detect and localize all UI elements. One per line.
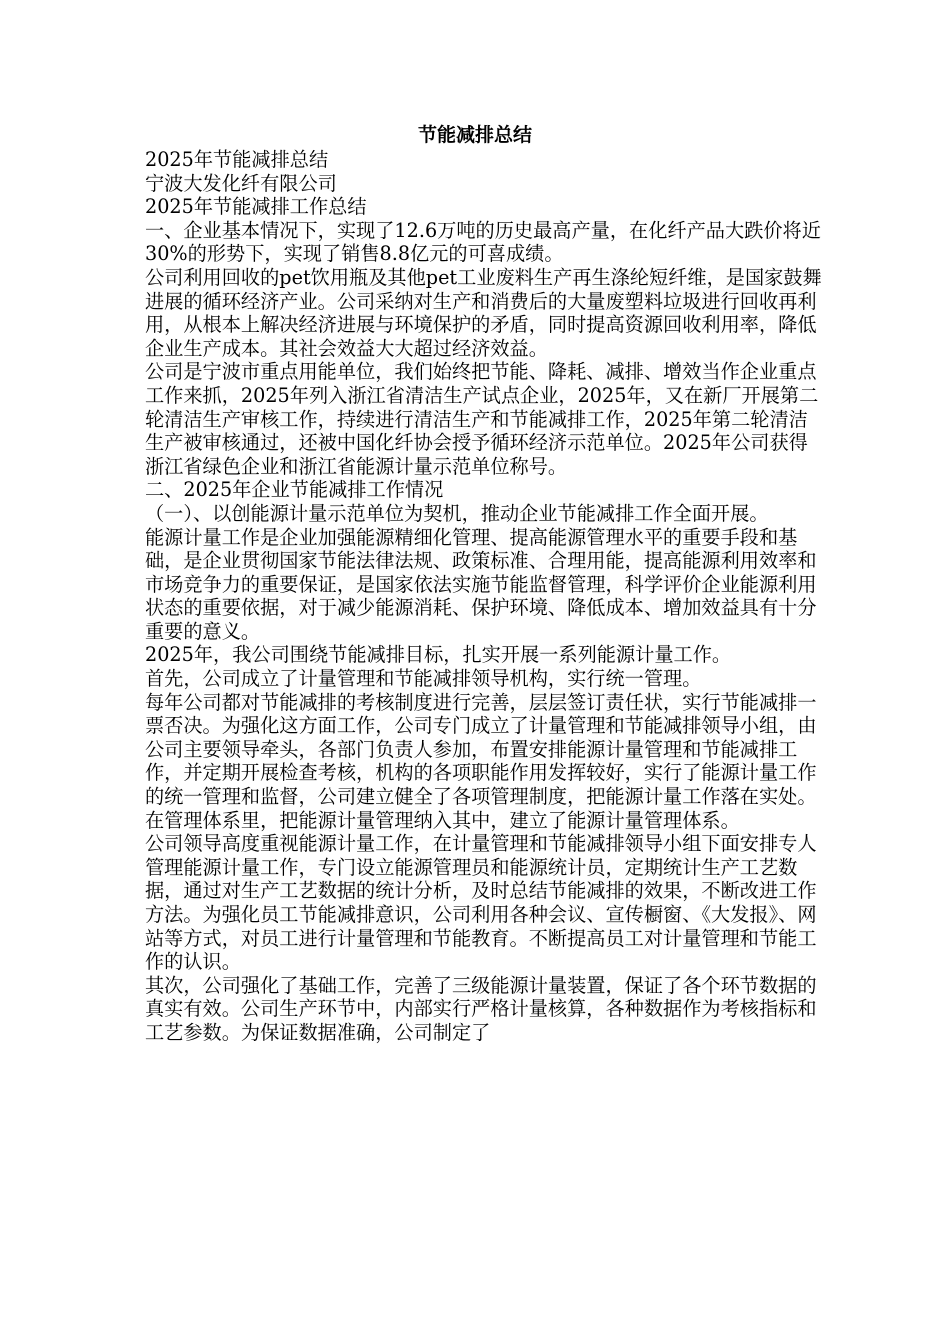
document-body (145, 148, 825, 1045)
paragraph-company: 宁波大发化纤有限公司 (145, 171, 337, 195)
paragraph-metering-importance: 能源计量工作是企业加强能源精细化管理、提高能源管理水平的重要手段和基础，是企业贯彻国家节能法律法规、政策标准、合理用能，提高能源利用效率和市场竞争力的重要保证，是国家依法实施节能监督管理，科学评价企业能源利用状态的重要依据，对于减少能源消耗、保护环境、降低成本、增加效益具有十分重要的意义。 (145, 525, 817, 643)
paragraph-key-unit: 公司是宁波市重点用能单位，我们始终把节能、降耗、减排、增效当作企业重点工作来抓，2025年列入浙江省清洁生产试点企业，2025年，又在新厂开展第二轮清洁生产审核工作，持续进行清洁生产和节能减排工作，2025年第二轮清洁生产被审核通过，还被中国化纤协会授予循环经济示范单位。2025年公司获得浙江省绿色企业和浙江省能源计量示范单位称号。 (145, 360, 819, 478)
document-title: 节能减排总结 (417, 124, 532, 146)
paragraph-first-step: 首先，公司成立了计量管理和节能减排领导机构，实行统一管理。 (145, 667, 702, 691)
paragraph-pet-recycling: 公司利用回收的pet饮用瓶及其他pet工业废料生产再生涤纶短纤维，是国家鼓舞进展的循环经济产业。公司采纳对生产和消费后的大量废塑料垃圾进行回收再利用，从根本上解决经济进展与环境保护的矛盾，同时提高资源回收利用率，降低企业生产成本。其社会效益大大超过经济效益。 (145, 265, 822, 360)
paragraph-leadership: 公司领导高度重视能源计量工作，在计量管理和节能减排领导小组下面安排专人管理能源计量工作，专门设立能源管理员和能源统计员，定期统计生产工艺数据，通过对生产工艺数据的统计分析，及时总结节能减排的效果，不断改进工作方法。为强化员工节能减排意识，公司利用各种会议、宣传橱窗、《大发报》、网站等方式，对员工进行计量管理和节能教育。不断提高员工对计量管理和节能工作的认识。 (145, 832, 817, 974)
paragraph-basic-info: 一、企业基本情况下，实现了12.6万吨的历史最高产量，在化纤产品大跌价将近30%的形势下，实现了销售8.8亿元的可喜成绩。 (145, 218, 821, 266)
paragraph-assessment-system: 每年公司都对节能减排的考核制度进行完善，层层签订责任状，实行节能减排一票否决。为强化这方面工作，公司专门成立了计量管理和节能减排领导小组，由公司主要领导牵头，各部门负责人参加，布置安排能源计量管理和节能减排工作，并定期开展检查考核，机构的各项职能作用发挥较好，实行了能源计量工作的统一管理和监督，公司建立健全了各项管理制度，把能源计量工作落在实处。在管理体系里，把能源计量管理纳入其中，建立了能源计量管理体系。 (145, 690, 817, 832)
paragraph-subtitle: 2025年节能减排总结 (145, 148, 329, 171)
paragraph-subsection-one-heading: （一）、以创能源计量示范单位为契机，推动企业节能减排工作全面开展。 (145, 501, 769, 525)
paragraph-report-title: 2025年节能减排工作总结 (145, 195, 367, 219)
paragraph-metering-work: 2025年，我公司围绕节能减排目标，扎实开展一系列能源计量工作。 (145, 643, 732, 667)
paragraph-second-step: 其次，公司强化了基础工作，完善了三级能源计量装置，保证了各个环节数据的真实有效。公司生产环节中，内部实行严格计量核算，各种数据作为考核指标和工艺参数。为保证数据准确，公司制定了 (145, 973, 817, 1044)
paragraph-section-two-heading: 二、2025年企业节能减排工作情况 (145, 478, 444, 502)
